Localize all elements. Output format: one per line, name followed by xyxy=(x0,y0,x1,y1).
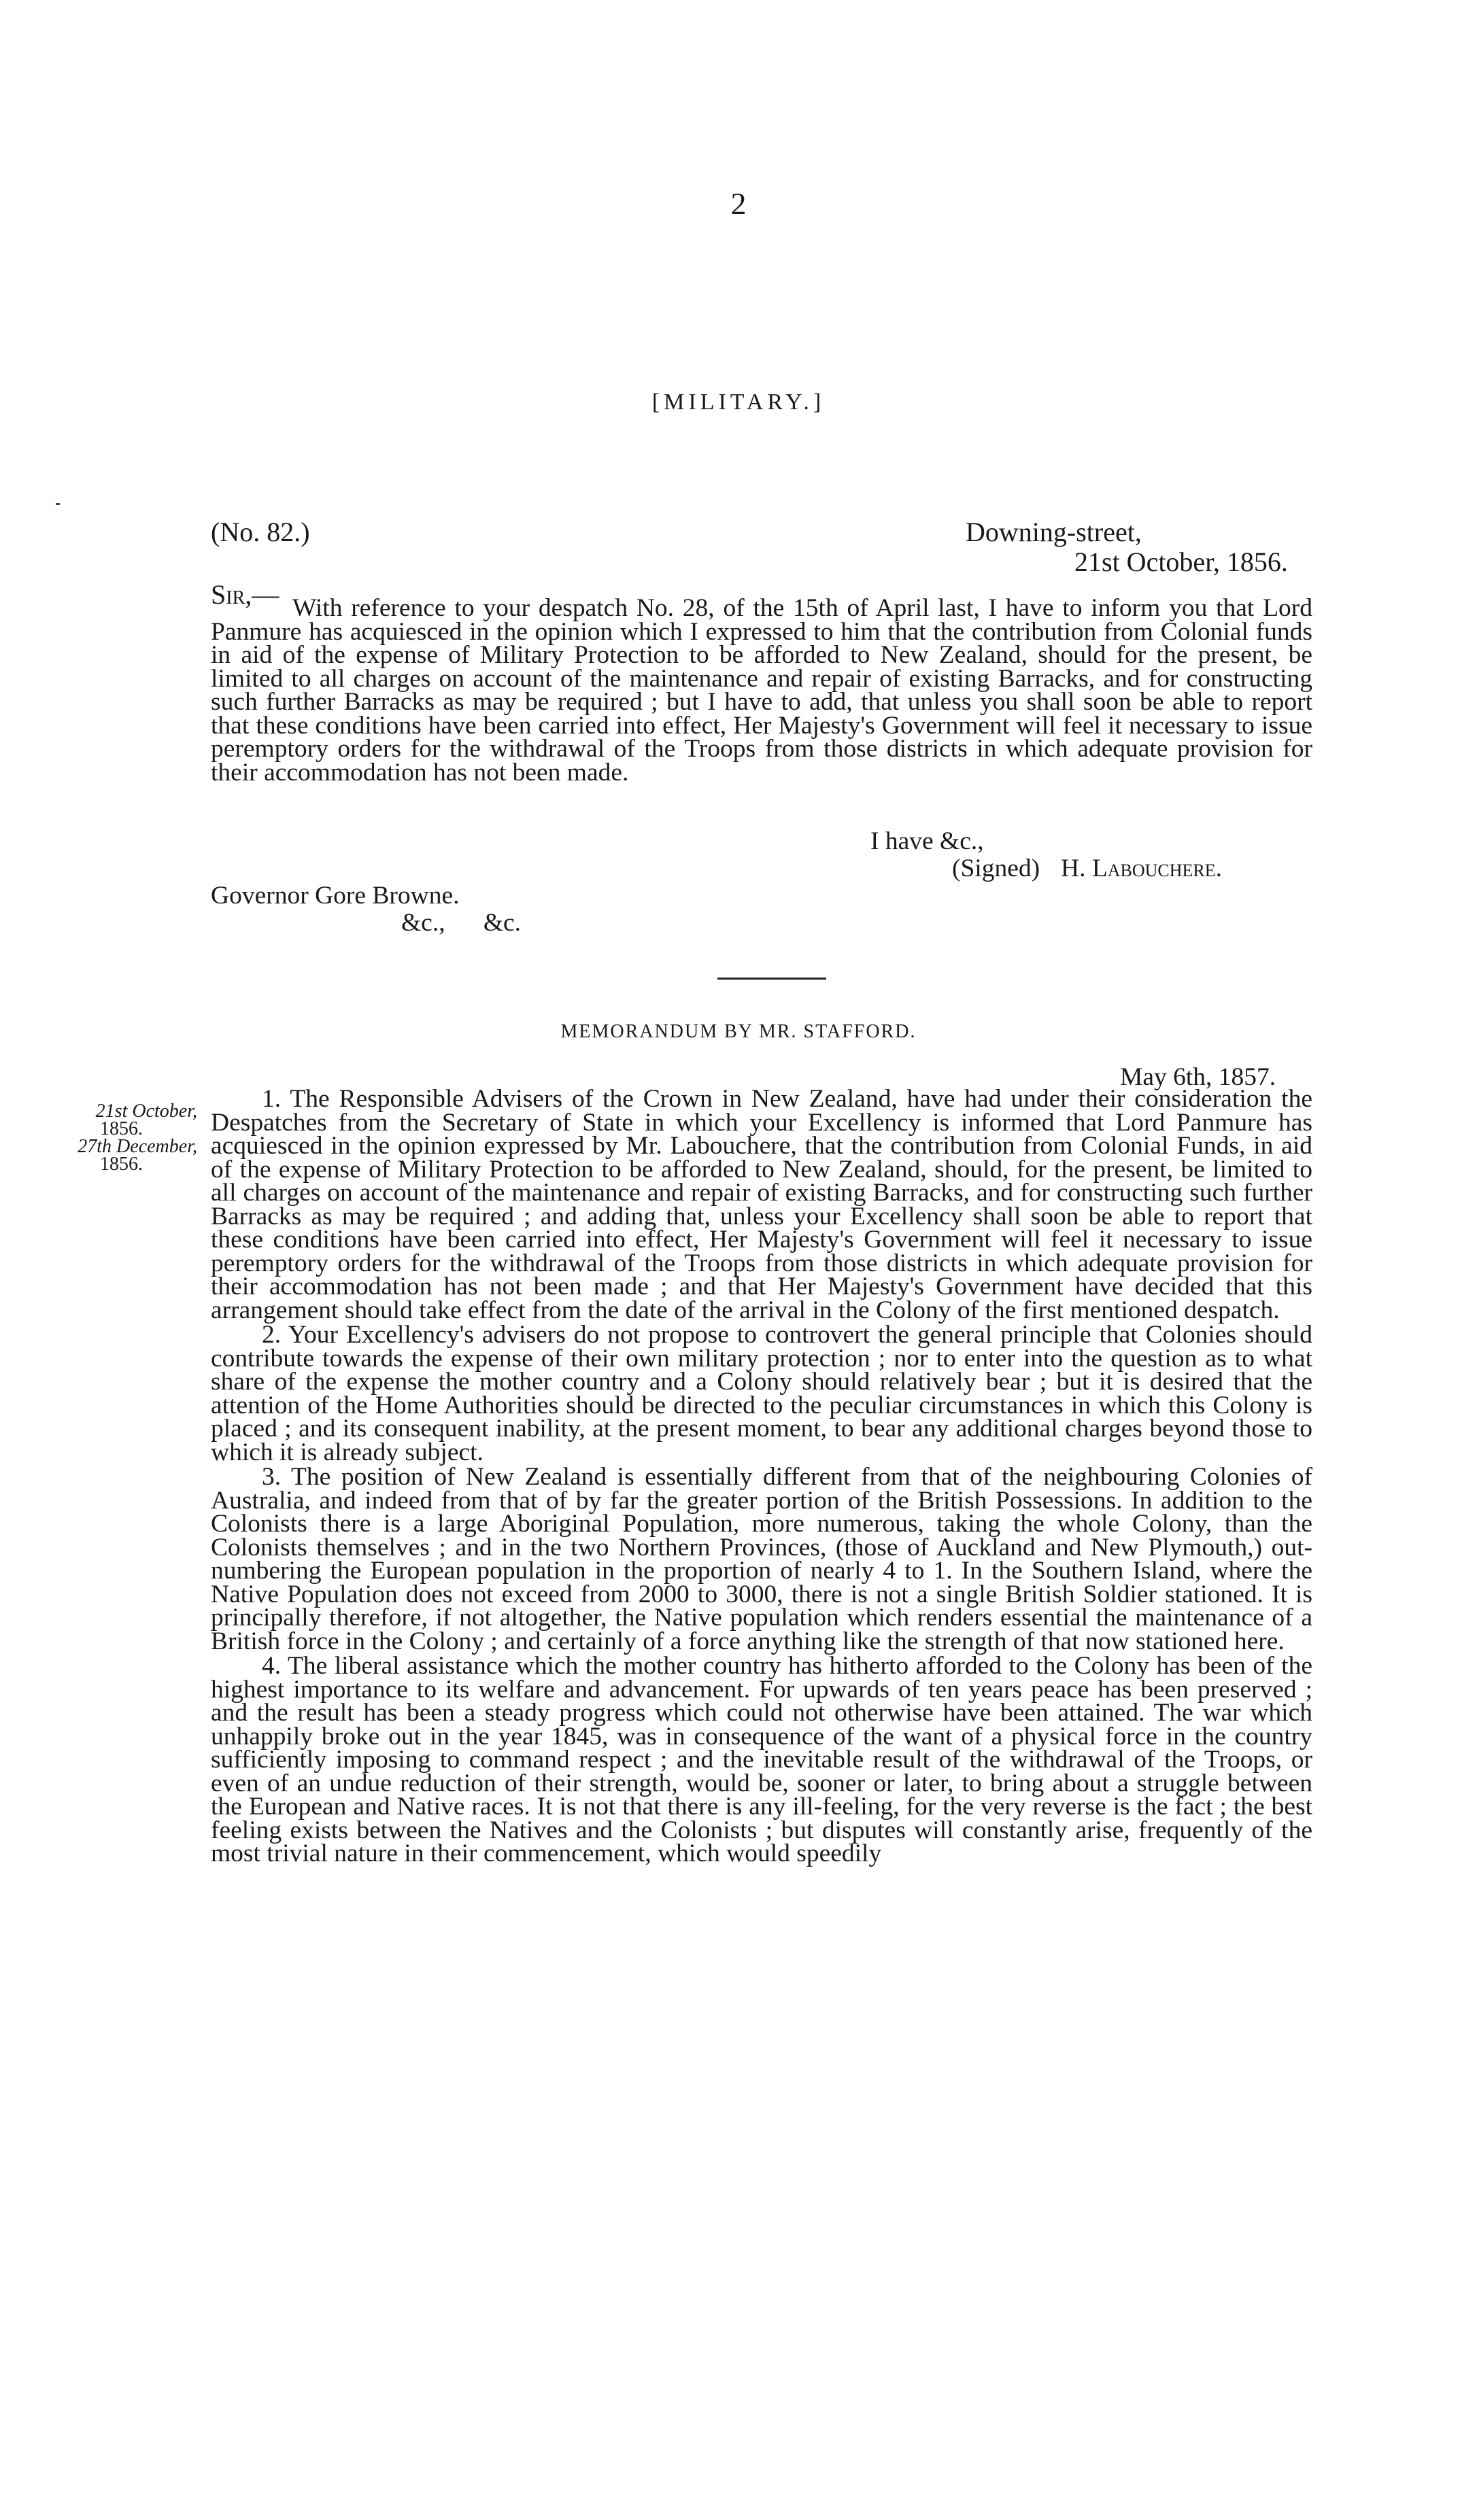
dispatch-address: Downing-street, xyxy=(966,517,1142,547)
memorandum-paragraph-1: 1. The Responsible Advisers of the Crown in New Zealand, have had under their consideration the Despatches from the Secretary of State in which your Excellency is informed that Lord Panmure has acquiesced in the opinion expressed by Mr. Labouchere, that the contribution from Colonial Funds, in aid of the expense of Military Protection to be afforded to New Zealand, should, for the present, be limited to all charges on account of the maintenance and repair of existing Barracks, and for constructing such further Barracks as may be required ; and adding that, unless your Excellency shall soon be able to report that these conditions have been carried into effect, Her Majesty's Government will feel it necessary to issue peremptory orders for the withdrawal of the Troops from those districts in which adequate provision for their accommodation has not been made ; and that Her Majesty's Government have decided that this arrangement should take effect from the date of the arrival in the Colony of the first mentioned despatch. xyxy=(211,1085,1312,1324)
signed-label: (Signed) xyxy=(952,855,1040,882)
memorandum-heading: MEMORANDUM BY MR. STAFFORD. xyxy=(560,1021,917,1042)
margin-note-date-1: 21st October, xyxy=(95,1101,197,1122)
memorandum-paragraph-2: 2. Your Excellency's advisers do not propose to controvert the general principle that Colonies should contribute towards the expense of their own military protection ; nor to enter into the question as to what share of the expense the mother country and a Colony should relatively bear ; but it is desired that the attention of the Home Authorities should be directed to the peculiar circumstances in which this Colony is placed ; and its consequent inability, at the present moment, to bear any additional charges beyond those to which it is already subject. xyxy=(211,1321,1312,1466)
memorandum-date: May 6th, 1857. xyxy=(1120,1063,1276,1091)
page-number: 2 xyxy=(730,186,747,221)
margin-note-year-2: 1856. xyxy=(100,1154,143,1175)
ink-speck xyxy=(56,503,60,505)
memorandum-paragraph-3: 3. The position of New Zealand is essentially different from that of the neighbouring Colonies of Australia, and indeed from that of by far the greater portion of the British Possessions. In addition to the Colonists there is a large Aboriginal Population, more numerous, taking the whole Colony, than the Colonists themselves ; and in the two Northern Provinces, (those of Auckland and New Plymouth,) out-numbering the European population in the proportion of nearly 4 to 1. In the Southern Island, where the Native Population does not exceed from 2000 to 3000, there is not a single British Soldier stationed. It is principally therefore, if not altogether, the Native population which renders essential the maintenance of a British force in the Colony ; and certainly of a force anything like the strength of that now stationed here. xyxy=(211,1463,1312,1655)
dispatch-date: 21st October, 1856. xyxy=(1074,547,1288,577)
letter-body: With reference to your despatch No. 28, of the 15th of April last, I have to inform you that Lord Panmure has acquiesced in the opinion which I expressed to him that the contribution from Colonial funds in aid of the expense of Military Protection to be afforded to New Zealand, should for the present, be limited to all charges on account of the maintenance and repair of existing Barracks, and for constructing such further Barracks as may be required ; but I have to add, that unless you shall soon be able to report that these conditions have been carried into effect, Her Majesty's Government will feel it necessary to issue peremptory orders for the withdrawal of the Troops from those districts in which adequate provision for their accommodation has not been made. xyxy=(211,594,1312,787)
signatory: H. Labouchere. xyxy=(1061,855,1223,882)
dispatch-number: (No. 82.) xyxy=(211,517,310,547)
section-divider xyxy=(717,978,826,980)
section-heading: [MILITARY.] xyxy=(651,390,826,415)
memorandum-body xyxy=(211,1085,1312,1867)
memorandum-paragraph-4: 4. The liberal assistance which the mother country has hitherto afforded to the Colony has been of the highest importance to its welfare and advancement. For upwards of ten years peace has been preserved ; and the result has been a steady progress which could not otherwise have been attained. The war which unhappily broke out in the year 1845, was in consequence of the want of a physical force in the country sufficiently imposing to command respect ; and the inevitable result of the withdrawal of the Troops, or even of an undue reduction of their strength, would be, sooner or later, to bring about a struggle between the European and Native races. It is not that there is any ill-feeling, for the very reverse is the fact ; the best feeling exists between the Natives and the Colonists ; but disputes will constantly arise, frequently of the most trivial nature in their commencement, which would speedily xyxy=(211,1652,1312,1867)
salutation: Sir,— xyxy=(211,579,279,610)
letter-closing: I have &c., xyxy=(870,827,984,855)
margin-note-year-1: 1856. xyxy=(100,1118,143,1139)
addressee-etc: &c., &c. xyxy=(401,909,522,937)
margin-note xyxy=(7,1103,197,1173)
margin-note-date-2: 27th December, xyxy=(78,1136,197,1157)
addressee: Governor Gore Browne. xyxy=(211,882,460,910)
